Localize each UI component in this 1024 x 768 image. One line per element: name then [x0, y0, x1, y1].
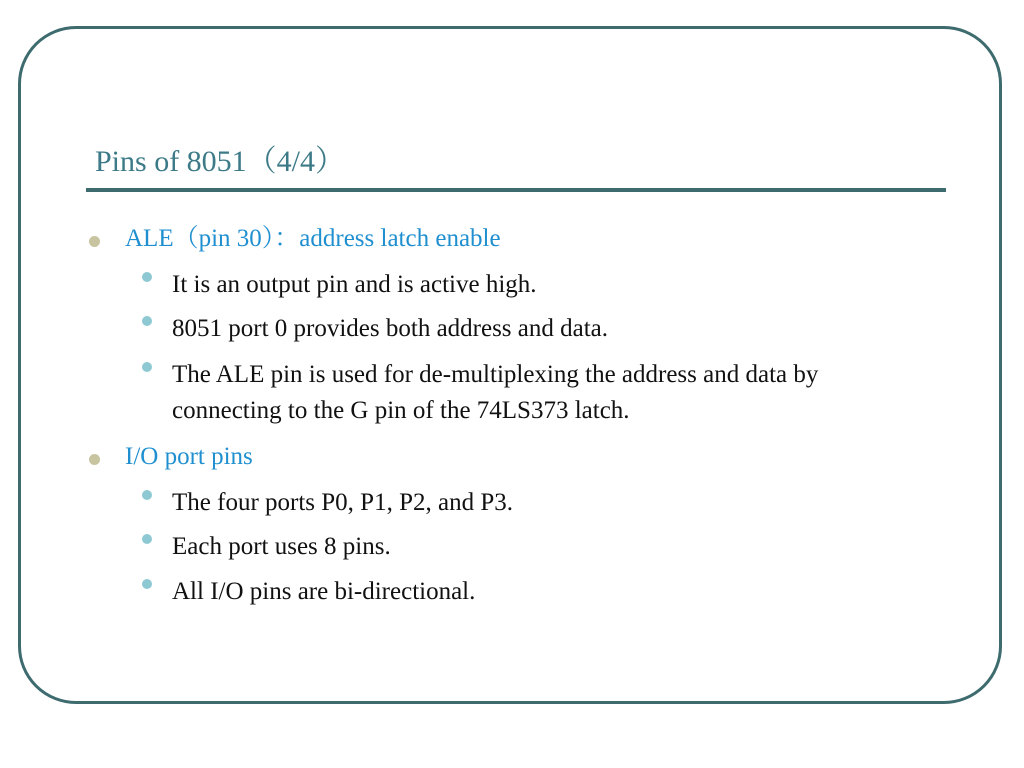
bullet-ale-output: It is an output pin and is active high.: [172, 271, 537, 298]
sub-bullet-icon: [142, 316, 152, 326]
title-underline: [86, 188, 946, 192]
section-bullet-icon: [89, 454, 100, 465]
bullet-port0: 8051 port 0 provides both address and data.: [172, 315, 609, 342]
sub-bullet-icon: [142, 272, 152, 282]
bullet-bidirectional: All I/O pins are bi-directional.: [172, 578, 476, 605]
slide-title: Pins of 8051（4/4）: [95, 145, 346, 178]
sub-bullet-icon: [142, 490, 152, 500]
section-bullet-icon: [89, 236, 100, 247]
section-heading-io-ports: I/O port pins: [125, 443, 253, 470]
bullet-four-ports: The four ports P0, P1, P2, and P3.: [172, 489, 513, 516]
bullet-port-pins: Each port uses 8 pins.: [172, 533, 391, 560]
bullet-demultiplexing: The ALE pin is used for de-multiplexing the address and data by connecting to the G pin of the 74LS373 latch.: [172, 361, 819, 424]
sub-bullet-icon: [142, 534, 152, 544]
sub-bullet-icon: [142, 579, 152, 589]
sub-bullet-icon: [142, 362, 152, 372]
section-heading-ale: ALE（pin 30）：address latch enable: [125, 225, 501, 252]
